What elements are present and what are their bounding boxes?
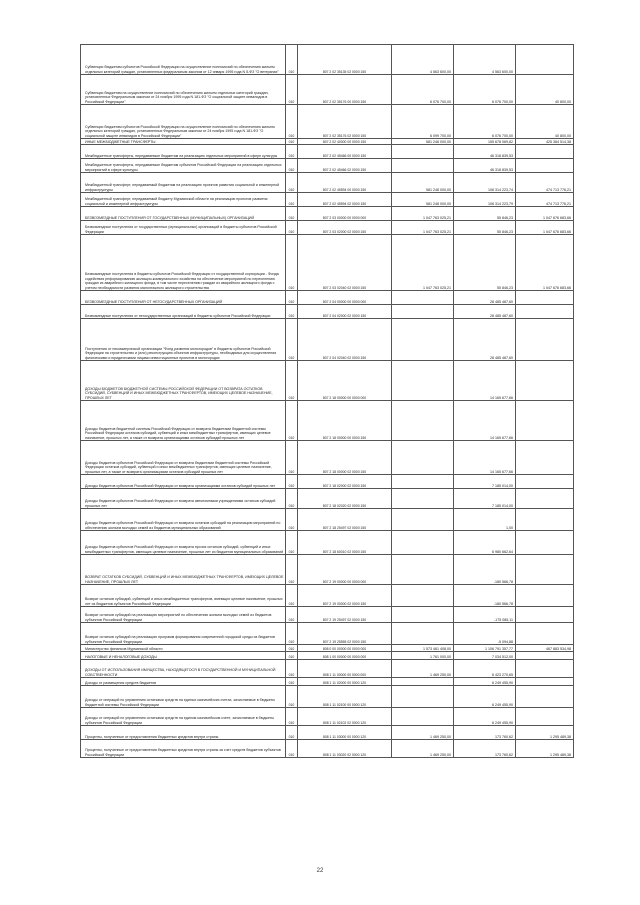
row-unexecuted-amount — [516, 678, 574, 686]
row-executed-amount: 46 318 839,53 — [454, 145, 516, 159]
row-name: Безвозмездные поступления от государственных (муниципальных) организаций в бюджеты субъектов Российской Федерации — [81, 221, 286, 235]
table-row — [81, 45, 574, 75]
row-unexecuted-amount — [516, 319, 574, 361]
row-executed-amount: 28 485 487,60 — [454, 305, 516, 319]
row-approved-amount — [392, 555, 454, 585]
row-line-code: 010 — [286, 305, 298, 319]
row-unexecuted-amount — [516, 291, 574, 305]
row-name: Безвозмездные поступления от негосударственных организаций в бюджеты субъектов Российской Федерации — [81, 305, 286, 319]
row-executed-amount: 55 846,23 — [454, 207, 516, 221]
row-unexecuted-amount — [516, 509, 574, 531]
row-revenue-code: 807 2 02 45594 00 0000 150 — [298, 173, 392, 193]
row-executed-amount: 55 846,23 — [454, 221, 516, 235]
row-line-code: 010 — [286, 509, 298, 531]
row-revenue-code: 808 1 11 00000 00 0000 000 — [298, 660, 392, 678]
table-row — [81, 678, 574, 686]
row-name: ДОХОДЫ ОТ ИСПОЛЬЗОВАНИЯ ИМУЩЕСТВА, НАХОДЯЩЕГОСЯ В ГОСУДАРСТВЕННОЙ И МУНИЦИПАЛЬНОЙ СОБСТВЕННОСТИ — [81, 660, 286, 678]
row-revenue-code: 808 0 00 00000 00 0000 000 — [298, 645, 392, 652]
row-unexecuted-amount — [516, 555, 574, 585]
row-line-code: 010 — [286, 145, 298, 159]
row-unexecuted-amount: 467 883 534,98 — [516, 645, 574, 652]
table-row — [81, 75, 574, 105]
row-unexecuted-amount — [516, 489, 574, 509]
row-name: Межбюджетный трансферт, передаваемый бюджетам на реализацию проектов развития социальной и инженерной инфраструктуры — [81, 173, 286, 193]
row-unexecuted-amount — [516, 159, 574, 173]
row-line-code: 010 — [286, 475, 298, 489]
row-name: Доходы бюджетов субъектов Российской Федерации от возврата прочих остатков субсидий, субвенций и иных межбюджетных трансфертов, имеющих целевое назначение, прошлых лет из бюджетов муниципальных образований — [81, 531, 286, 555]
row-approved-amount: 6 076 700,00 — [392, 75, 454, 105]
row-revenue-code: 807 2 02 40000 00 0000 150 — [298, 139, 392, 145]
table-row — [81, 686, 574, 708]
row-executed-amount: 28 485 487,60 — [454, 319, 516, 361]
row-executed-amount: -5 094,88 — [454, 623, 516, 645]
row-line-code: 010 — [286, 708, 298, 726]
row-unexecuted-amount: 474 713 776,21 — [516, 173, 574, 193]
row-executed-amount: 28 485 487,60 — [454, 291, 516, 305]
row-revenue-code: 807 2 03 02040 02 0000 150 — [298, 235, 392, 291]
row-approved-amount: 581 248 000,00 — [392, 193, 454, 207]
row-name: ДОХОДЫ БЮДЖЕТОВ БЮДЖЕТНОЙ СИСТЕМЫ РОССИЙСКОЙ ФЕДЕРАЦИИ ОТ ВОЗВРАТА ОСТАТКОВ СУБСИДИЙ, СУБВЕНЦИЙ И ИНЫХ МЕЖБЮДЖЕТНЫХ ТРАНСФЕРТОВ, ИМЕЮЩИХ ЦЕЛЕВОЕ НАЗНАЧЕНИЕ, ПРОШЛЫХ ЛЕТ — [81, 361, 286, 401]
row-approved-amount — [392, 441, 454, 475]
row-executed-amount: 6 076 700,00 — [454, 75, 516, 105]
row-approved-amount — [392, 145, 454, 159]
row-executed-amount: 7 185 014,00 — [454, 489, 516, 509]
row-approved-amount — [392, 305, 454, 319]
row-revenue-code: 807 2 18 00000 00 0000 000 — [298, 361, 392, 401]
row-executed-amount: 46 318 839,53 — [454, 159, 516, 173]
row-revenue-code: 807 2 02 45466 00 0000 150 — [298, 145, 392, 159]
row-revenue-code: 807 2 02 35176 00 0000 150 — [298, 75, 392, 105]
row-name: Доходы бюджетов субъектов Российской Федерации от возврата остатков субсидий на реализацию мероприятий по обеспечению жильем молодых семей из бюджетов муниципальных образований — [81, 509, 286, 531]
row-executed-amount: 6 249 455,90 — [454, 686, 516, 708]
row-line-code: 010 — [286, 660, 298, 678]
row-name: Доходы бюджетов бюджетной системы Российской Федерации от возврата бюджетами бюджетной системы Российской Федерации остатков субсидий, субвенций и иных межбюджетных трансфертов, имеющих целевое назначение, прошлых лет, а также от возврата организациями остатков субсидий прошлых лет — [81, 401, 286, 441]
table-row — [81, 585, 574, 607]
row-approved-amount — [392, 319, 454, 361]
row-unexecuted-amount — [516, 708, 574, 726]
row-approved-amount: 1 573 461 408,00 — [392, 645, 454, 652]
row-approved-amount: 1 761 000,00 — [392, 652, 454, 660]
row-revenue-code: 807 2 03 00000 00 0000 000 — [298, 207, 392, 221]
row-approved-amount — [392, 531, 454, 555]
row-approved-amount: 1 047 763 025,21 — [392, 235, 454, 291]
table-row — [81, 607, 574, 623]
row-line-code: 010 — [286, 441, 298, 475]
row-approved-amount — [392, 475, 454, 489]
row-revenue-code: 808 1 11 03000 00 0000 120 — [298, 726, 392, 740]
row-line-code: 010 — [286, 193, 298, 207]
table-row — [81, 623, 574, 645]
row-executed-amount: 4 563 600,00 — [454, 45, 516, 75]
row-executed-amount: 14 165 677,66 — [454, 361, 516, 401]
table-row — [81, 652, 574, 660]
row-name: Проценты, полученные от предоставления бюджетных кредитов внутри страны — [81, 726, 286, 740]
row-line-code: 010 — [286, 207, 298, 221]
row-revenue-code: 807 2 18 02000 02 0000 150 — [298, 475, 392, 489]
row-approved-amount: 1 469 250,00 — [392, 740, 454, 758]
row-line-code: 010 — [286, 361, 298, 401]
row-name: ВОЗВРАТ ОСТАТКОВ СУБСИДИЙ, СУБВЕНЦИЙ И ИНЫХ МЕЖБЮДЖЕТНЫХ ТРАНСФЕРТОВ, ИМЕЮЩИХ ЦЕЛЕВОЕ НАЗНАЧЕНИЕ, ПРОШЛЫХ ЛЕТ — [81, 555, 286, 585]
row-approved-amount — [392, 623, 454, 645]
row-executed-amount: 155 678 069,82 — [454, 139, 516, 145]
table-row — [81, 660, 574, 678]
row-line-code: 010 — [286, 401, 298, 441]
row-line-code: 010 — [286, 678, 298, 686]
table-row — [81, 159, 574, 173]
row-approved-amount — [392, 401, 454, 441]
row-revenue-code: 807 2 04 02040 02 0000 150 — [298, 319, 392, 361]
row-approved-amount — [392, 585, 454, 607]
row-name: Субвенции бюджетам субъектов Российской Федерации на осуществление полномочий по обеспечению жильем отдельных категорий граждан, установленных Федеральным законом от 24 ноября 1995 года N 181-ФЗ "О социальной защите инвалидов в Российской Федерации" — [81, 105, 286, 139]
row-approved-amount — [392, 361, 454, 401]
row-approved-amount — [392, 509, 454, 531]
row-line-code: 010 — [286, 645, 298, 652]
row-name: Возврат остатков субсидий на реализацию мероприятий по обеспечению жильем молодых семей из бюджетов субъектов Российской Федерации — [81, 607, 286, 623]
row-name: Субвенции бюджетам субъектов Российской Федерации на осуществление полномочий по обеспечению жильем отдельных категорий граждан, установленных федеральным законом от 12 января 1995 года N 5-ФЗ "О ветеранах" — [81, 45, 286, 75]
row-name: Безвозмездные поступления в бюджеты субъектов Российской Федерации от государственной корпорации - Фонда содействия реформированию жилищно-коммунального хозяйства на обеспечение мероприятий по переселению граждан из аварийного жилищного фонда, в том числе переселению граждан из аварийного жилищного фонда с учетом необходимости развития малоэтажного жилищного строительства — [81, 235, 286, 291]
row-approved-amount — [392, 607, 454, 623]
table-row — [81, 401, 574, 441]
row-executed-amount: 173 760,62 — [454, 726, 516, 740]
table-row — [81, 193, 574, 207]
table-row — [81, 531, 574, 555]
row-approved-amount: 581 248 000,00 — [392, 173, 454, 193]
row-unexecuted-amount — [516, 361, 574, 401]
row-name: Возврат остатков субсидий на реализацию программ формирования современной городской среды из бюджетов субъектов Российской Федерации — [81, 623, 286, 645]
row-line-code: 010 — [286, 740, 298, 758]
row-revenue-code: 808 1 00 00000 00 0000 000 — [298, 652, 392, 660]
table-row — [81, 475, 574, 489]
row-name: Возврат остатков субсидий, субвенций и иных межбюджетных трансфертов, имеющих целевое назначение, прошлых лет из бюджетов субъектов Российской Федерации — [81, 585, 286, 607]
row-executed-amount: 6 076 700,00 — [454, 105, 516, 139]
row-unexecuted-amount: 40 800,00 — [516, 75, 574, 105]
row-line-code: 010 — [286, 75, 298, 105]
row-unexecuted-amount — [516, 686, 574, 708]
row-name: Доходы от операций по управлению остатками средств на едином казначейском счете, зачисляемые в бюджеты субъектов Российской Федерации — [81, 708, 286, 726]
row-unexecuted-amount: 40 800,00 — [516, 105, 574, 139]
table-row — [81, 509, 574, 531]
row-line-code: 010 — [286, 623, 298, 645]
row-revenue-code: 807 2 19 25555 02 0000 150 — [298, 623, 392, 645]
table-row — [81, 708, 574, 726]
row-executed-amount: 6 980 662,64 — [454, 531, 516, 555]
row-revenue-code: 807 2 04 00000 00 0000 000 — [298, 291, 392, 305]
row-unexecuted-amount — [516, 531, 574, 555]
table-row — [81, 291, 574, 305]
row-line-code: 010 — [286, 531, 298, 555]
row-line-code: 010 — [286, 726, 298, 740]
row-executed-amount: 1,00 — [454, 509, 516, 531]
row-line-code: 010 — [286, 45, 298, 75]
table-row — [81, 305, 574, 319]
row-line-code: 010 — [286, 607, 298, 623]
row-executed-amount: 173 760,62 — [454, 740, 516, 758]
row-revenue-code: 808 1 11 02100 00 0000 120 — [298, 686, 392, 708]
row-name: Доходы бюджетов субъектов Российской Федерации от возврата автономными учреждениями остатков субсидий прошлых лет — [81, 489, 286, 509]
row-approved-amount: 1 469 250,00 — [392, 726, 454, 740]
row-unexecuted-amount: 1 047 676 683,66 — [516, 221, 574, 235]
row-unexecuted-amount — [516, 441, 574, 475]
row-name: Поступления от некоммерческой организации "Фонд развития моногородов" в бюджеты субъектов Российской Федерации на строительство и (или) реконструкцию объектов инфраструктуры, необходимых для осуществления физическими и юридическими лицами инвестиционных проектов в моногородах — [81, 319, 286, 361]
table-row — [81, 555, 574, 585]
row-unexecuted-amount: 1 047 676 683,66 — [516, 207, 574, 221]
row-approved-amount: 1 047 763 025,21 — [392, 221, 454, 235]
row-executed-amount: 106 314 223,79 — [454, 193, 516, 207]
row-line-code: 010 — [286, 105, 298, 139]
row-approved-amount — [392, 159, 454, 173]
row-revenue-code: 807 2 02 35176 02 0000 150 — [298, 105, 392, 139]
row-executed-amount: -175 085,11 — [454, 607, 516, 623]
row-unexecuted-amount — [516, 475, 574, 489]
row-approved-amount — [392, 686, 454, 708]
row-name: Межбюджетные трансферты, передаваемые бюджетам на реализацию отдельных мероприятий в сфере культуры — [81, 145, 286, 159]
row-revenue-code: 807 2 18 25497 02 0000 150 — [298, 509, 392, 531]
row-revenue-code: 807 2 18 00000 02 0000 150 — [298, 441, 392, 475]
row-line-code: 010 — [286, 652, 298, 660]
row-revenue-code: 807 2 19 00000 02 0000 150 — [298, 585, 392, 607]
row-approved-amount: 6 099 700,00 — [392, 105, 454, 139]
row-approved-amount — [392, 678, 454, 686]
row-revenue-code: 807 2 04 02000 02 0000 150 — [298, 305, 392, 319]
row-executed-amount: -180 566,78 — [454, 555, 516, 585]
row-approved-amount: 1 469 250,00 — [392, 660, 454, 678]
table-row — [81, 145, 574, 159]
row-line-code: 010 — [286, 221, 298, 235]
row-executed-amount: 55 846,23 — [454, 235, 516, 291]
row-line-code: 010 — [286, 686, 298, 708]
row-name: БЕЗВОЗМЕЗДНЫЕ ПОСТУПЛЕНИЯ ОТ ГОСУДАРСТВЕННЫХ (МУНИЦИПАЛЬНЫХ) ОРГАНИЗАЦИЙ — [81, 207, 286, 221]
row-name: Доходы от размещения средств бюджетов — [81, 678, 286, 686]
row-executed-amount: 14 165 677,66 — [454, 401, 516, 441]
row-unexecuted-amount — [516, 623, 574, 645]
row-revenue-code: 807 2 18 60010 02 0000 150 — [298, 531, 392, 555]
row-revenue-code: 807 2 19 25497 02 0000 150 — [298, 607, 392, 623]
row-approved-amount — [392, 489, 454, 509]
row-line-code: 010 — [286, 159, 298, 173]
row-unexecuted-amount — [516, 585, 574, 607]
report-table — [80, 44, 574, 758]
row-line-code: 010 — [286, 585, 298, 607]
table-row — [81, 139, 574, 145]
row-unexecuted-amount: 425 384 514,38 — [516, 139, 574, 145]
row-unexecuted-amount — [516, 652, 574, 660]
table-row — [81, 319, 574, 361]
page-number: 22 — [316, 868, 324, 874]
row-revenue-code: 808 1 11 02000 00 0000 120 — [298, 678, 392, 686]
table-row — [81, 235, 574, 291]
row-unexecuted-amount — [516, 607, 574, 623]
row-revenue-code: 807 2 18 02020 02 0000 150 — [298, 489, 392, 509]
table-row — [81, 489, 574, 509]
row-line-code: 010 — [286, 489, 298, 509]
table-row — [81, 726, 574, 740]
row-name: Межбюджетный трансферт, передаваемый бюджету Мурманской области на реализацию проектов развития социальной и инженерной инфраструктуры — [81, 193, 286, 207]
row-unexecuted-amount: 1 047 676 683,66 — [516, 235, 574, 291]
row-revenue-code: 808 1 11 02102 02 0000 120 — [298, 708, 392, 726]
row-executed-amount: 6 249 455,90 — [454, 678, 516, 686]
row-unexecuted-amount — [516, 145, 574, 159]
row-executed-amount: 6 249 455,90 — [454, 708, 516, 726]
row-name: ИНЫЕ МЕЖБЮДЖЕТНЫЕ ТРАНСФЕРТЫ — [81, 139, 286, 145]
row-line-code: 010 — [286, 291, 298, 305]
row-executed-amount: 14 165 677,66 — [454, 441, 516, 475]
row-revenue-code: 807 2 02 45466 02 0000 150 — [298, 159, 392, 173]
row-revenue-code: 807 2 02 35135 02 0000 150 — [298, 45, 392, 75]
table-row — [81, 221, 574, 235]
row-approved-amount — [392, 291, 454, 305]
table-row — [81, 207, 574, 221]
row-name: БЕЗВОЗМЕЗДНЫЕ ПОСТУПЛЕНИЯ ОТ НЕГОСУДАРСТВЕННЫХ ОРГАНИЗАЦИЙ — [81, 291, 286, 305]
row-executed-amount: 7 034 512,00 — [454, 652, 516, 660]
row-name: Межбюджетные трансферты, передаваемые бюджетам субъектов Российской Федерации на реализацию отдельных мероприятий в сфере культуры — [81, 159, 286, 173]
row-name: Доходы бюджетов субъектов Российской Федерации от возврата организациями остатков субсидий прошлых лет — [81, 475, 286, 489]
row-line-code: 010 — [286, 235, 298, 291]
row-approved-amount: 1 047 763 025,21 — [392, 207, 454, 221]
row-executed-amount: 106 314 223,74 — [454, 173, 516, 193]
row-revenue-code: 807 2 02 45594 02 0000 150 — [298, 193, 392, 207]
row-executed-amount: 7 185 014,00 — [454, 475, 516, 489]
row-name: Субвенции бюджетам на осуществление полномочий по обеспечению жильем отдельных категорий граждан, установленных Федеральным законом от 24 ноября 1995 года N 181-ФЗ "О социальной защите инвалидов в Российской Федерации" — [81, 75, 286, 105]
row-unexecuted-amount: 1 295 489,38 — [516, 740, 574, 758]
row-approved-amount: 581 248 000,00 — [392, 139, 454, 145]
row-unexecuted-amount — [516, 305, 574, 319]
row-name: НАЛОГОВЫЕ И НЕНАЛОГОВЫЕ ДОХОДЫ — [81, 652, 286, 660]
row-unexecuted-amount — [516, 45, 574, 75]
row-executed-amount: 6 423 270,65 — [454, 660, 516, 678]
row-executed-amount: -180 566,78 — [454, 585, 516, 607]
table-row — [81, 105, 574, 139]
row-unexecuted-amount: 474 713 776,21 — [516, 193, 574, 207]
table-row — [81, 173, 574, 193]
row-name: Министерство финансов Мурманской области — [81, 645, 286, 652]
row-revenue-code: 808 1 11 03020 02 0000 120 — [298, 740, 392, 758]
row-name: Доходы бюджетов субъектов Российской Федерации от возврата бюджетами бюджетной системы Российской Федерации остатков субсидий, субвенций и иных межбюджетных трансфертов, имеющих целевое назначение, прошлых лет, а также от возврата организациями остатков субсидий прошлых лет — [81, 441, 286, 475]
row-unexecuted-amount: 1 295 489,38 — [516, 726, 574, 740]
row-revenue-code: 807 2 19 00000 00 0000 000 — [298, 555, 392, 585]
row-line-code: 010 — [286, 139, 298, 145]
row-name: Проценты, полученные от предоставления бюджетных кредитов внутри страны за счет средств бюджетов субъектов Российской Федерации — [81, 740, 286, 758]
table-row — [81, 441, 574, 475]
row-unexecuted-amount — [516, 660, 574, 678]
row-name: Доходы от операций по управлению остатками средств на единых казначейских счетах, зачисляемые в бюджеты бюджетной системы Российской Федерации — [81, 686, 286, 708]
row-line-code: 010 — [286, 555, 298, 585]
row-executed-amount: 1 106 791 357,77 — [454, 645, 516, 652]
table-row — [81, 740, 574, 758]
row-line-code: 010 — [286, 319, 298, 361]
table-row — [81, 361, 574, 401]
row-approved-amount: 4 563 600,00 — [392, 45, 454, 75]
row-approved-amount — [392, 708, 454, 726]
row-revenue-code: 807 2 03 02000 02 0000 150 — [298, 221, 392, 235]
row-revenue-code: 807 2 18 00000 00 0000 150 — [298, 401, 392, 441]
row-line-code: 010 — [286, 173, 298, 193]
row-unexecuted-amount — [516, 401, 574, 441]
table-row — [81, 645, 574, 652]
